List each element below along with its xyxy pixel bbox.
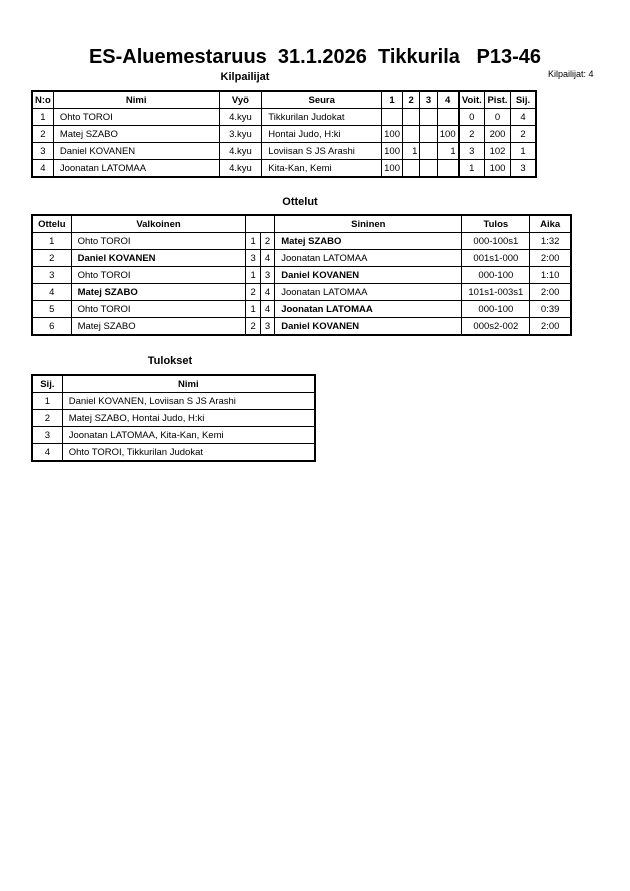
competitor-belt-cell: 4.kyu	[219, 160, 262, 178]
blue-number-cell: 4	[260, 284, 274, 301]
competitor-club-cell: Tikkurilan Judokat	[262, 109, 382, 126]
result-row	[32, 410, 315, 427]
result-place-cell: 4	[32, 444, 62, 462]
competitor-points-cell: 0	[485, 109, 511, 126]
white-competitor-cell: Ohto TOROI	[71, 267, 246, 284]
match-result-cell: 000-100	[462, 267, 530, 284]
competitor-row	[32, 143, 536, 160]
result-place-cell: 1	[32, 393, 62, 410]
blue-competitor-cell: Joonatan LATOMAA	[275, 301, 462, 318]
column-header: 1	[382, 91, 403, 109]
competitor-no-cell: 2	[32, 126, 53, 143]
white-competitor-cell: Ohto TOROI	[71, 233, 246, 250]
matches-table	[31, 214, 572, 336]
match-result-cell: 000-100s1	[462, 233, 530, 250]
match-number-cell: 4	[32, 284, 71, 301]
column-header: Nimi	[53, 91, 219, 109]
competitor-r3-cell	[420, 143, 437, 160]
match-number-cell: 2	[32, 250, 71, 267]
competitor-r1-cell	[382, 109, 403, 126]
match-row	[32, 233, 571, 250]
match-row	[32, 250, 571, 267]
column-header: Seura	[262, 91, 382, 109]
competitor-place-cell: 3	[510, 160, 536, 178]
match-result-cell: 000s2-002	[462, 318, 530, 336]
column-header: Tulos	[462, 215, 530, 233]
competitors-header-row	[32, 91, 536, 109]
column-header: 3	[420, 91, 437, 109]
competitor-place-cell: 4	[510, 109, 536, 126]
result-name-cell: Ohto TOROI, Tikkurilan Judokat	[62, 444, 315, 462]
competitor-r1-cell: 100	[382, 160, 403, 178]
white-competitor-cell: Ohto TOROI	[71, 301, 246, 318]
match-time-cell: 0:39	[530, 301, 571, 318]
results-header-row	[32, 375, 315, 393]
competitor-club-cell: Hontai Judo, H:ki	[262, 126, 382, 143]
competitor-r4-cell: 1	[437, 143, 458, 160]
competitor-club-cell: Loviisan S JS Arashi	[262, 143, 382, 160]
column-header: N:o	[32, 91, 53, 109]
result-place-cell: 3	[32, 427, 62, 444]
column-header: Vyö	[219, 91, 262, 109]
match-row	[32, 318, 571, 336]
white-number-cell: 1	[246, 233, 260, 250]
page-title: ES-Aluemestaruus 31.1.2026 Tikkurila P13-46	[88, 46, 542, 68]
matches-title: Ottelut	[282, 196, 318, 208]
participant-count: Kilpailijat: 4	[548, 69, 594, 79]
competitor-r4-cell: 100	[437, 126, 458, 143]
competitor-row	[32, 126, 536, 143]
column-header: Voit.	[459, 91, 485, 109]
competitor-no-cell: 1	[32, 109, 53, 126]
competitor-r2-cell	[403, 126, 420, 143]
match-number-cell: 3	[32, 267, 71, 284]
result-name-cell: Joonatan LATOMAA, Kita-Kan, Kemi	[62, 427, 315, 444]
competitor-wins-cell: 0	[459, 109, 485, 126]
competitor-no-cell: 3	[32, 143, 53, 160]
match-time-cell: 2:00	[530, 284, 571, 301]
competitor-r1-cell: 100	[382, 143, 403, 160]
competitor-name-cell: Ohto TOROI	[53, 109, 219, 126]
match-time-cell: 1:32	[530, 233, 571, 250]
match-time-cell: 1:10	[530, 267, 571, 284]
competitor-belt-cell: 4.kyu	[219, 109, 262, 126]
competitor-r1-cell: 100	[382, 126, 403, 143]
column-header: 2	[403, 91, 420, 109]
white-competitor-cell: Matej SZABO	[71, 284, 246, 301]
competitor-r3-cell	[420, 109, 437, 126]
column-header: 4	[437, 91, 458, 109]
column-header: Ottelu	[32, 215, 71, 233]
blue-competitor-cell: Joonatan LATOMAA	[275, 250, 462, 267]
competitor-points-cell: 102	[485, 143, 511, 160]
blue-number-cell: 4	[260, 250, 274, 267]
competitor-wins-cell: 2	[459, 126, 485, 143]
competitor-place-cell: 2	[510, 126, 536, 143]
result-row	[32, 444, 315, 462]
match-number-cell: 5	[32, 301, 71, 318]
result-name-cell: Daniel KOVANEN, Loviisan S JS Arashi	[62, 393, 315, 410]
match-time-cell: 2:00	[530, 250, 571, 267]
competitor-place-cell: 1	[510, 143, 536, 160]
competitor-club-cell: Kita-Kan, Kemi	[262, 160, 382, 178]
competitor-belt-cell: 4.kyu	[219, 143, 262, 160]
column-header-spacer	[246, 215, 275, 233]
match-result-cell: 000-100	[462, 301, 530, 318]
competitor-belt-cell: 3.kyu	[219, 126, 262, 143]
competitor-wins-cell: 1	[459, 160, 485, 178]
blue-number-cell: 3	[260, 318, 274, 336]
column-header: Pist.	[485, 91, 511, 109]
white-number-cell: 2	[246, 318, 260, 336]
result-row	[32, 427, 315, 444]
match-result-cell: 101s1-003s1	[462, 284, 530, 301]
result-row	[32, 393, 315, 410]
competitor-points-cell: 100	[485, 160, 511, 178]
competitor-r4-cell	[437, 160, 458, 178]
match-row	[32, 301, 571, 318]
competitor-r3-cell	[420, 126, 437, 143]
competitor-name-cell: Matej SZABO	[53, 126, 219, 143]
white-number-cell: 1	[246, 267, 260, 284]
white-number-cell: 3	[246, 250, 260, 267]
competitor-r3-cell	[420, 160, 437, 178]
blue-competitor-cell: Daniel KOVANEN	[275, 318, 462, 336]
blue-number-cell: 4	[260, 301, 274, 318]
white-number-cell: 2	[246, 284, 260, 301]
column-header: Nimi	[62, 375, 315, 393]
white-competitor-cell: Daniel KOVANEN	[71, 250, 246, 267]
competitor-r2-cell: 1	[403, 143, 420, 160]
column-header: Sij.	[510, 91, 536, 109]
competitor-row	[32, 109, 536, 126]
blue-competitor-cell: Joonatan LATOMAA	[275, 284, 462, 301]
match-row	[32, 284, 571, 301]
competitor-points-cell: 200	[485, 126, 511, 143]
results-table	[31, 374, 316, 462]
competitor-r2-cell	[403, 109, 420, 126]
competitors-title: Kilpailijat	[220, 71, 270, 83]
match-time-cell: 2:00	[530, 318, 571, 336]
competitor-no-cell: 4	[32, 160, 53, 178]
competitor-row	[32, 160, 536, 178]
blue-number-cell: 2	[260, 233, 274, 250]
column-header: Aika	[530, 215, 571, 233]
competitor-r4-cell	[437, 109, 458, 126]
column-header: Sininen	[275, 215, 462, 233]
competitors-table	[31, 90, 537, 178]
match-row	[32, 267, 571, 284]
match-number-cell: 6	[32, 318, 71, 336]
matches-header-row	[32, 215, 571, 233]
blue-number-cell: 3	[260, 267, 274, 284]
competitor-r2-cell	[403, 160, 420, 178]
white-number-cell: 1	[246, 301, 260, 318]
blue-competitor-cell: Matej SZABO	[275, 233, 462, 250]
column-header: Sij.	[32, 375, 62, 393]
match-result-cell: 001s1-000	[462, 250, 530, 267]
result-name-cell: Matej SZABO, Hontai Judo, H:ki	[62, 410, 315, 427]
competitor-wins-cell: 3	[459, 143, 485, 160]
results-title: Tulokset	[147, 355, 193, 367]
blue-competitor-cell: Daniel KOVANEN	[275, 267, 462, 284]
competitor-name-cell: Daniel KOVANEN	[53, 143, 219, 160]
white-competitor-cell: Matej SZABO	[71, 318, 246, 336]
result-place-cell: 2	[32, 410, 62, 427]
match-number-cell: 1	[32, 233, 71, 250]
column-header: Valkoinen	[71, 215, 246, 233]
competitor-name-cell: Joonatan LATOMAA	[53, 160, 219, 178]
